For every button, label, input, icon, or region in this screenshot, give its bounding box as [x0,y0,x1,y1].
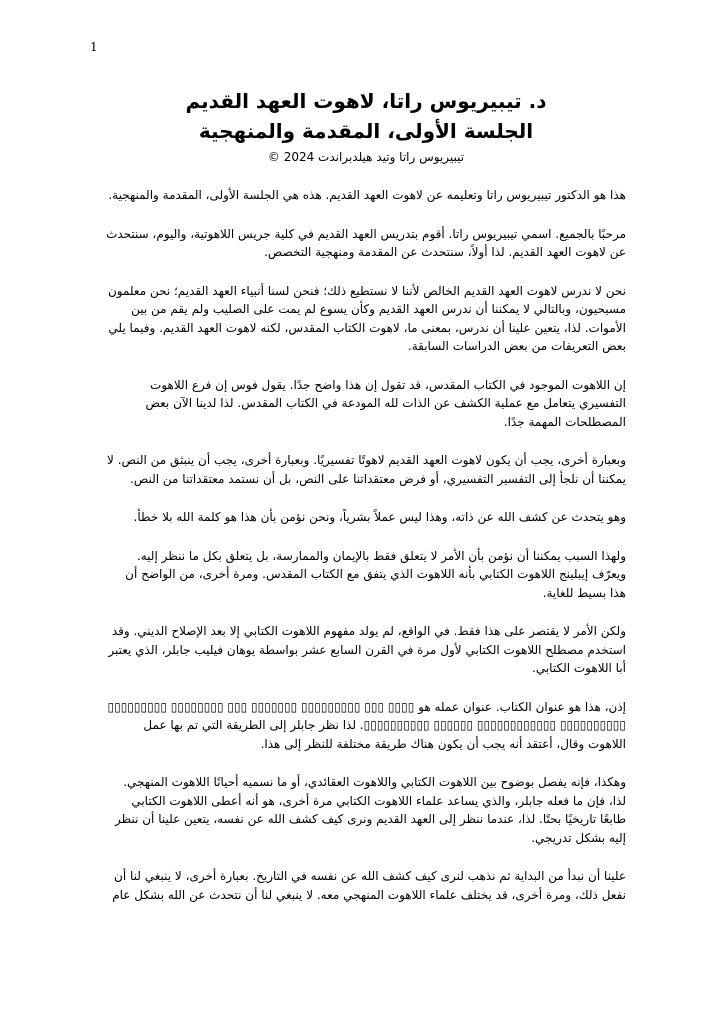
paragraph: مرحبًا بالجميع. اسمي تيبيريوس راتا. أقوم بتدريس العهد القديم في كلية جريس اللاهوتية، واليوم، سنتحدث عن لاهوت العهد القديم. لذا أولاً، سنتحدث عن المقدمة ومنهجية التخصص. [106,226,626,259]
title-line-2: الجلسة الأولى، المقدمة والمنهجية [198,119,534,143]
document-body [106,86,626,924]
paragraph: وبعبارة أخرى، يجب أن يكون لاهوت العهد القديم لاهوتًا تفسيريًا. وبعبارة أخرى، يجب أن ينبثق من النص. لا يمكننا أن نلجأ إلى التفسير التفسيري، أو فرض معتقداتنا على النص، بل أن نستمد معتقداتنا من النص. [107,453,626,486]
paragraph: وهكذا، فإنه يفصل بوضوح بين اللاهوت الكتابي واللاهوت العقائدي، أو ما نسميه أحيانًا اللاهوت المنهجي. لذا، فإن ما فعله جابلر، والذي يساعد علماء اللاهوت الكتابي مرة أخرى، هو أنه أعطى اللاهوت الكتابي طابعًا تاريخيًا بحتًا. لذا، عندما ننظر إلى العهد القديم ونرى كيف كشف الله عن نفسه، يتعين علينا أن ننظر إليه بشكل تدريجي. [115,775,626,845]
document-header [106,86,626,166]
transcript-text [106,186,626,904]
paragraph: نحن لا ندرس لاهوت العهد القديم الخالص لأننا لا نستطيع ذلك؛ فنحن لسنا أنبياء العهد القديم؛ نحن معلمون مسيحيون، وبالتالي لا يمكننا أن ندرس العهد القديم وكأن يسوع لم يمت على الصليب ولم يقم من بين الأموات. لذا، يتعين علينا أن ندرس، بمعنى ما، لاهوت الكتاب المقدس، لكنه لاهوت العهد القديم. وفيما يلي بعض التعريفات من بعض الدراسات السابقة. [107,283,626,353]
paragraph: إن اللاهوت الموجود في الكتاب المقدس، قد تقول إن هذا واضح جدًا. يقول فوس إن فرع اللاهوت التفسيري يتعامل مع عملية الكشف عن الذات لله المودعة في الكتاب المقدس. لذا لدينا الآن بعض المصطلحات المهمة جدًا. [145,377,626,429]
paragraph: إذن، هذا هو عنوان الكتاب. عنوان عمله هو ▯▯▯▯ ▯▯▯ ▯▯▯▯▯▯▯▯▯ ▯▯▯▯▯▯▯ ▯▯▯ ▯▯▯▯▯▯▯▯ ▯▯▯▯▯▯▯▯▯ ▯▯▯▯▯▯▯▯▯▯ ▯▯▯▯▯▯▯▯▯▯▯▯ ▯▯▯▯▯▯ ▯▯▯▯▯▯▯▯▯▯. لذا نظر جابلر إلى الطريقة التي تم بها عمل اللاهوت وقال، أعتقد أنه يجب أن يكون هناك طريقة مختلفة للنظر إلى هذا. [107,699,626,751]
page-number: 1 [90,40,98,54]
paragraph: ولهذا السبب يمكننا أن نؤمن بأن الأمر لا يتعلق فقط بالإيمان والممارسة، بل يتعلق بكل ما ننظر إليه. ويعرّف إيبلينج اللاهوت الكتابي بأنه اللاهوت الذي يتفق مع الكتاب المقدس. ومرة أخرى، من الواضح أن هذا بسيط للغاية. [125,548,626,600]
title-line-1: د. تيبيريوس راتا، لاهوت العهد القديم [185,89,547,113]
paragraph: علينا أن نبدأ من البداية ثم نذهب لنرى كيف كشف الله عن نفسه في التاريخ. بعبارة أخرى، لا ينبغي لنا أن نفعل ذلك، ومرة أخرى، قد يختلف علماء اللاهوت المنهجي معه. لا ينبغي لنا أن نتحدث عن الله بشكل عام [112,869,626,902]
paragraph: وهو يتحدث عن كشف الله عن ذاته، وهذا ليس عملاً بشرياً، ونحن نؤمن بأن هذا هو كلمة الله بلا خطأ. [133,510,626,524]
paragraph: ولكن الأمر لا يقتصر على هذا فقط. في الواقع، لم يولد مفهوم اللاهوت الكتابي إلا بعد الإصلاح الديني. وقد استخدم مصطلح اللاهوت الكتابي لأول مرة في القرن السابع عشر بواسطة يوهان فيليب جابلر، الذي يعتبر أبا اللاهوت الكتابي. [108,624,626,675]
copyright-line: تيبيريوس راتا وتيد هيلدبراندت 2024 © [267,150,465,164]
paragraph: هذا هو الدكتور تيبيريوس راتا وتعليمه عن لاهوت العهد القديم. هذه هي الجلسة الأولى، المقدمة والمنهجية. [108,188,626,202]
